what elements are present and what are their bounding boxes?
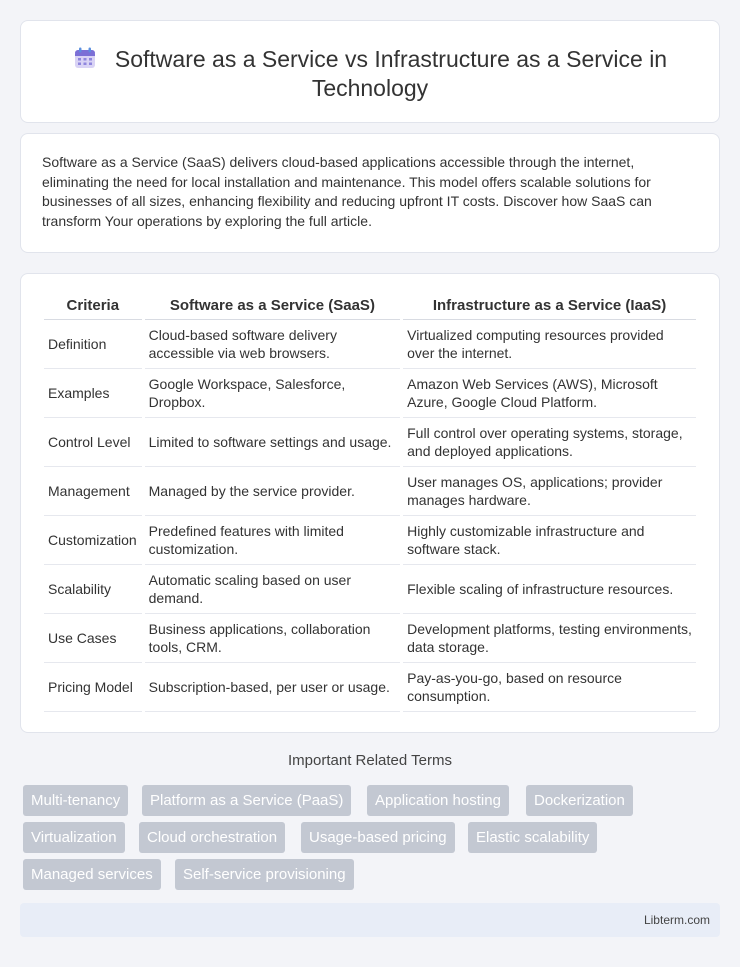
tag-multi-tenancy[interactable]: Multi-tenancy [23,785,128,816]
saas-cell: Cloud-based software delivery accessible via web browsers. [145,320,400,369]
tag-dockerization[interactable]: Dockerization [526,785,633,816]
criteria-cell: Use Cases [44,614,142,663]
criteria-cell: Scalability [44,565,142,614]
tag-usage-based-pricing[interactable]: Usage-based pricing [301,822,455,853]
table-row [44,467,696,516]
saas-cell: Managed by the service provider. [145,467,400,516]
tag-virtualization[interactable]: Virtualization [23,822,125,853]
saas-cell: Automatic scaling based on user demand. [145,565,400,614]
table-header-row [44,292,696,320]
iaas-cell: Amazon Web Services (AWS), Microsoft Azure, Google Cloud Platform. [403,369,696,418]
table-row [44,369,696,418]
table-row [44,418,696,467]
footer-site-name[interactable]: Libterm.com [643,913,710,927]
title-card [20,20,720,123]
comparison-card [20,273,720,733]
criteria-cell: Customization [44,516,142,565]
tag-self-service-provisioning[interactable]: Self-service provisioning [175,859,354,890]
calendar-icon [73,46,97,70]
tag-cloud-orchestration[interactable]: Cloud orchestration [139,822,285,853]
iaas-cell: Virtualized computing resources provided over the internet. [403,320,696,369]
page-title: Software as a Service vs Infrastructure as a Service in Technology [114,46,668,101]
intro-text: Software as a Service (SaaS) delivers cloud-based applications accessible through the internet, eliminating the need for local installation and maintenance. This model offers scalable solutions for businesses of all sizes, enhancing flexibility and reducing upfront IT costs. Discover how SaaS can transform Your operations by exploring the full article. [42,154,652,229]
saas-cell: Business applications, collaboration tools, CRM. [145,614,400,663]
iaas-cell: Highly customizable infrastructure and software stack. [403,516,696,565]
table-row [44,320,696,369]
tag-paas[interactable]: Platform as a Service (PaaS) [142,785,351,816]
iaas-cell: Full control over operating systems, storage, and deployed applications. [403,418,696,467]
saas-cell: Predefined features with limited customization. [145,516,400,565]
table-row [44,614,696,663]
footer [20,903,720,937]
criteria-cell: Control Level [44,418,142,467]
criteria-cell: Management [44,467,142,516]
iaas-cell: Flexible scaling of infrastructure resources. [403,565,696,614]
table-row [44,516,696,565]
header-criteria: Criteria [44,292,142,320]
criteria-cell: Pricing Model [44,663,142,712]
comparison-table [41,292,699,712]
saas-cell: Limited to software settings and usage. [145,418,400,467]
criteria-cell: Examples [44,369,142,418]
tag-managed-services[interactable]: Managed services [23,859,161,890]
intro-card [20,133,720,253]
table-row [44,565,696,614]
tag-application-hosting[interactable]: Application hosting [367,785,509,816]
table-row [44,663,696,712]
iaas-cell: Development platforms, testing environments, data storage. [403,614,696,663]
saas-cell: Subscription-based, per user or usage. [145,663,400,712]
saas-cell: Google Workspace, Salesforce, Dropbox. [145,369,400,418]
related-terms-title: Important Related Terms [288,752,452,769]
header-iaas: Infrastructure as a Service (IaaS) [403,292,696,320]
iaas-cell: User manages OS, applications; provider manages hardware. [403,467,696,516]
page-title-wrap [21,45,719,103]
iaas-cell: Pay-as-you-go, based on resource consumption. [403,663,696,712]
header-saas: Software as a Service (SaaS) [145,292,400,320]
criteria-cell: Definition [44,320,142,369]
tag-elastic-scalability[interactable]: Elastic scalability [468,822,597,853]
